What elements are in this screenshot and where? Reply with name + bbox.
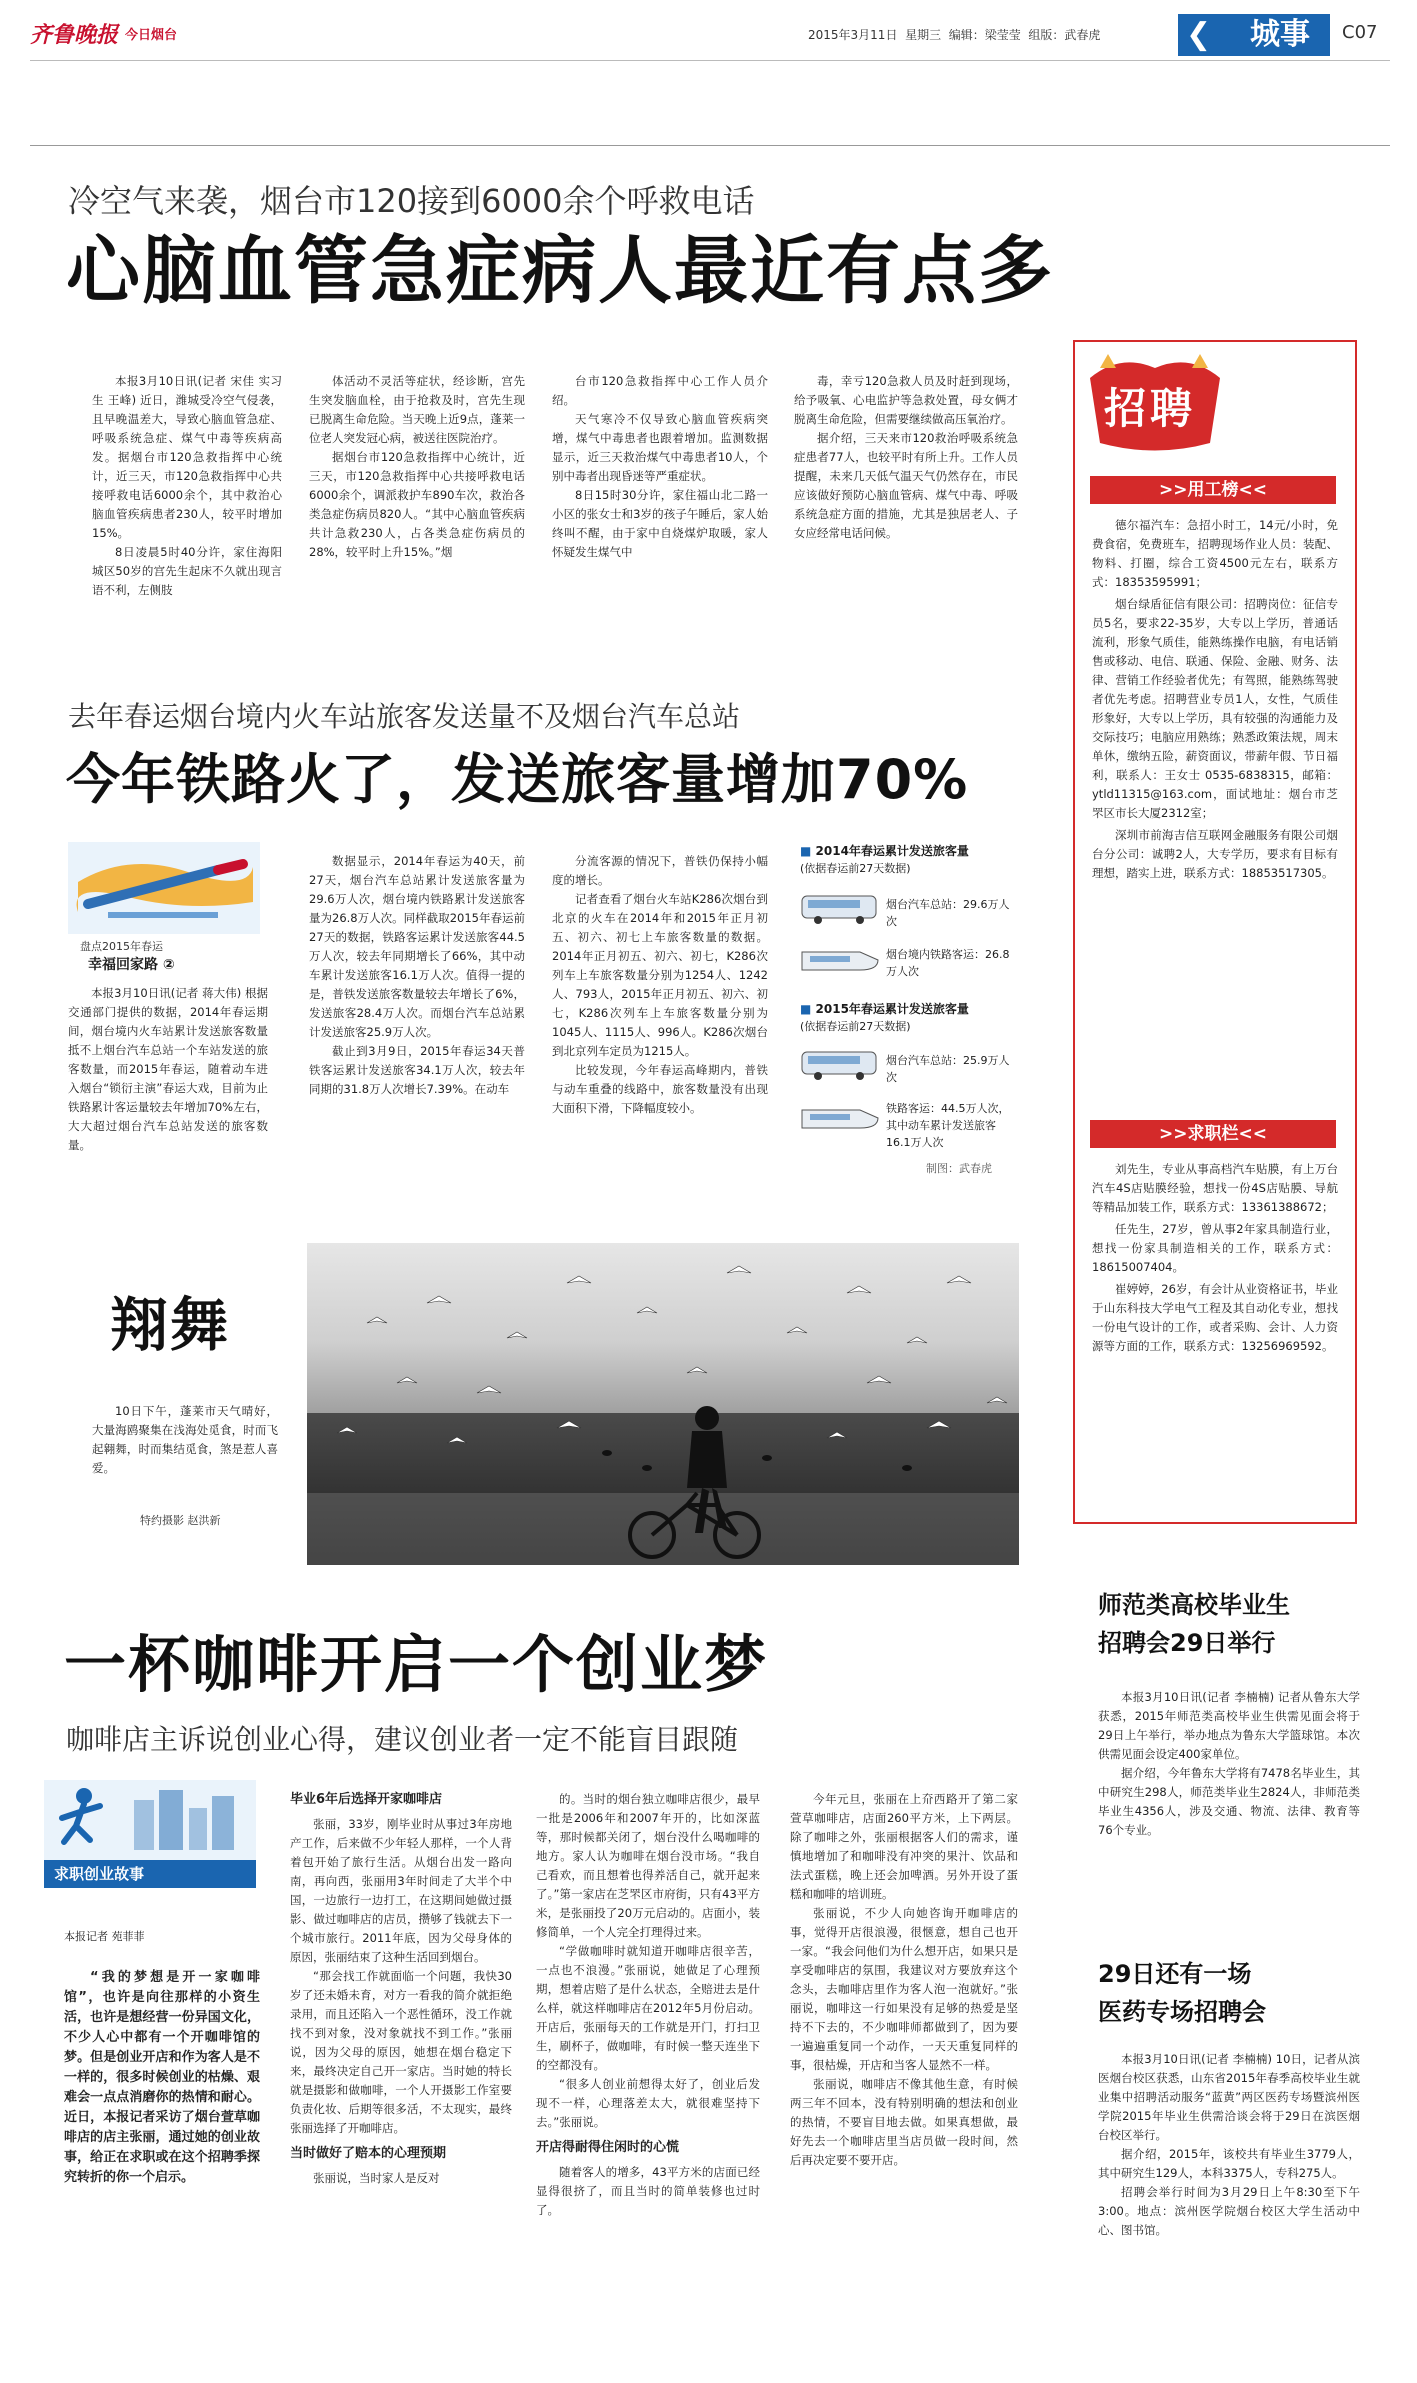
paragraph: “学做咖啡时就知道开咖啡店很辛苦，一点也不浪漫。”张丽说，她做足了心理预期，想着店赔了是什么状态，全赔进去是什么样，就这样咖啡店在2012年5月份启动。开店后，张丽每天的工作就是开门，打扫卫生，刷杯子，做咖啡，有时候一整天连坐下的空都没有。 xyxy=(536,1944,760,2072)
article2-column-1 xyxy=(68,984,268,1174)
article1-headline: 心脑血管急症病人最近有点多 xyxy=(66,228,1054,314)
article2-column-3 xyxy=(552,852,768,1182)
list-item: 烟台绿盾征信有限公司：招聘岗位：征信专员5名，要求22-35岁，大专以上学历，普通话流利，形象气质佳，能熟练操作电脑，有电话销售或移动、电信、联通、保险、金融、财务、法律、营销工作经验者优先；有驾照，能熟练驾驶者优先考虑。招聘营业专员1人，女性，气质佳形象好，大专以上学历，具有较强的沟通能力及交际技巧；电脑应用熟练；熟悉政策法规，周末单休，缴纳五险，薪资面议，带薪年假、节日福利，联系人：王女士 0535-6838315，邮箱：ytld11315@163.com，面试地址：烟台市芝罘区市长大厦2312室； xyxy=(1092,597,1338,820)
side-article1-body xyxy=(1098,1688,1360,1938)
paragraph: 据介绍，三天来市120救治呼吸系统急症患者77人，也较平时有所上升。工作人员提醒，未来几天低气温天气仍然存在，市民应该做好预防心脑血管病、煤气中毒、呼吸系统急症方面的措施，尤其是独居老人、子女应经常电话问候。 xyxy=(794,431,1018,540)
paragraph: 分流客源的情况下，普铁仍保持小幅度的增长。 xyxy=(552,854,768,887)
photo-feature-headline: 翔舞 xyxy=(110,1291,231,1359)
series-badge-title: 幸福回家路 xyxy=(88,957,158,973)
ridership-infographic xyxy=(800,842,1020,1182)
paragraph: 随着客人的增多，43平方米的店面已经显得很挤了，而且当时的简单装修也过时了。 xyxy=(536,2165,760,2217)
photo-feature-credit: 特约摄影 赵洪新 xyxy=(140,1514,221,1527)
seagull-photo xyxy=(307,1243,1019,1565)
paragraph: 毒，幸亏120急救人员及时赶到现场，给予吸氧、心电监护等急救处置，母女俩才脱离生命危险，但需要继续做高压氧治疗。 xyxy=(794,374,1018,426)
job-seek-section-header: >>求职栏<< xyxy=(1090,1120,1336,1148)
bus-icon xyxy=(800,1048,880,1086)
side-article2-body xyxy=(1098,2050,1360,2370)
series-badge-line2 xyxy=(88,954,175,974)
side-article1-headline xyxy=(1098,1586,1290,1662)
article3-subhead: 咖啡店主诉说创业心得，建议创业者一定不能盲目跟随 xyxy=(66,1723,739,1756)
paragraph: 比较发现，今年春运高峰期内，普铁与动车重叠的线路中，旅客数量没有出现大面积下滑，下降幅度较小。 xyxy=(552,1063,768,1115)
layout-credit: 组版：武春虎 xyxy=(1028,28,1101,42)
train-icon xyxy=(800,946,880,980)
list-item: 崔婷婷，26岁，有会计从业资格证书，毕业于山东科技大学电气工程及其自动化专业，想找一份电气设计的工作，或者采购、会计、人力资源等方面的工作，联系方式：13256969592。 xyxy=(1092,1282,1338,1353)
section-subhead: 当时做好了赔本的心理预期 xyxy=(290,2146,447,2161)
series-badge-line1: 盘点2015年春运 xyxy=(80,940,163,953)
dateline xyxy=(808,26,1100,43)
paragraph: 张丽说，咖啡店不像其他生意，有时候两三年不回本，没有特别明确的想法和创业的热情，不要盲目地去做。如果真想做，最好先去一个咖啡店里当店员做一段时间，然后再决定要不要开店。 xyxy=(790,2077,1018,2167)
paragraph: “那会找工作就面临一个问题，我快30岁了还未婚未育，对方一看我的简介就拒绝录用，而且还陷入一个恶性循环，没工作就找不到对象，没对象就找不到工作。”张丽说，因为父母的原因，她想在烟台稳定下来，最终决定自己开一家店。当时她的特长就是摄影和做咖啡，一个人开摄影工作室要负责化妆、后期等很多活，不太现实，最终张丽选择了开咖啡店。 xyxy=(290,1969,512,2135)
hiring-badge-text: 招聘 xyxy=(1104,384,1197,433)
paragraph: 记者查看了烟台火车站K286次烟台到北京的火车在2014年和2015年正月初五、初六、初七上车旅客数量的数据。2014年正月初五、初六、初七，K286次列车上车旅客数量分别为1254人、1242人、793人，2015年正月初五、初六、初七，K286次列车上车旅客数量分别为1045人、1115人、996人。K286次烟台到北京列车定员为1215人。 xyxy=(552,892,768,1058)
paragraph: 张丽，33岁，刚毕业时从事过3年房地产工作，后来做不少年轻人那样，一个人背着包开始了旅行生活。从烟台出发一路向南，再向西，张丽用3年时间走了大半个中国，一边旅行一边打工，在这期间她做过摄影、做过咖啡店的店员，攒够了钱就去下一个城市旅行。2011年底，因为父母身体的原因，张丽结束了这种生活回到烟台。 xyxy=(290,1817,512,1964)
header-divider xyxy=(30,145,1390,146)
employ-list xyxy=(1092,516,1338,1116)
paragraph: 8日15时30分许，家住福山北二路一小区的张女士和3岁的孩子午睡后，家人始终叫不醒，由于家中自烧煤炉取暖，家人怀疑发生煤气中 xyxy=(552,488,768,559)
paragraph: “很多人创业前想得太好了，创业后发现不一样，心理落差太大，就很难坚持下去。”张丽说。 xyxy=(536,2077,760,2129)
infographic-title-2014 xyxy=(800,842,1020,878)
weekday: 星期三 xyxy=(905,28,942,42)
page-header xyxy=(0,0,1417,62)
infographic-subtitle-2015: (依据春运前27天数据) xyxy=(800,1020,911,1033)
paragraph: 10日下午，蓬莱市天气晴好，大量海鸥聚集在浅海处觅食，时而飞起翱舞，时而集结觅食，煞是惹人喜爱。 xyxy=(92,1404,278,1475)
career-story-badge xyxy=(44,1780,256,1888)
masthead-logo: 齐鲁晚报 xyxy=(30,22,119,48)
paragraph: 本报3月10日讯(记者 李楠楠) 记者从鲁东大学获悉，2015年师范类高校毕业生供需见面会将于29日上午举行，举办地点为鲁东大学篮球馆。本次供需见面会设定400家单位。 xyxy=(1098,1690,1360,1761)
paragraph: 8日凌晨5时40分许，家住海阳城区50岁的宫先生起床不久就出现言语不利，左侧肢 xyxy=(92,545,282,597)
section-subhead: 毕业6年后选择开家咖啡店 xyxy=(290,1792,443,1807)
list-item: 德尔福汽车：急招小时工，14元/小时，免费食宿，免费班车，招聘现场作业人员：装配、物料、打圈，综合工资4500元左右，联系方式：18353595991； xyxy=(1092,518,1338,589)
paragraph: 的。当时的烟台独立咖啡店很少，最早一批是2006年和2007年开的，比如深蓝等，那时候都关闭了，烟台没什么喝咖啡的地方。家人认为咖啡在烟台没市场。“我自己看欢，而且想着也得养活自己，就开起来了。”第一家店在芝罘区市府街，只有43平方米，是张丽投了20万元启动的。店面小，装修简单，一个人完全打理得过来。 xyxy=(536,1792,760,1939)
page-number: C07 xyxy=(1342,22,1378,43)
article1-column-3 xyxy=(552,372,768,644)
paragraph: 招聘会举行时间为3月29日上午8:30至下午3:00。地点：滨州医学院烟台校区大学生活动中心、图书馆。 xyxy=(1098,2185,1360,2237)
article3-byline: 本报记者 苑菲菲 xyxy=(64,1930,145,1943)
section-logo xyxy=(1178,14,1330,56)
editor: 编辑：梁莹莹 xyxy=(948,28,1021,42)
series-badge xyxy=(68,842,260,972)
infographic-title-2015-text: 2015年春运累计发送旅客量 xyxy=(815,1002,969,1016)
article2-kicker: 去年春运烟台境内火车站旅客发送量不及烟台汽车总站 xyxy=(68,700,741,733)
infographic-subtitle-2014: (依据春运前27天数据) xyxy=(800,862,911,875)
list-item: 刘先生，专业从事高档汽车贴膜，有上万台汽车4S店贴膜经验，想找一份4S店贴膜、导航等精品加装工作，联系方式：13361388672； xyxy=(1092,1162,1338,1214)
article1-column-2 xyxy=(309,372,525,644)
paragraph: “我的梦想是开一家咖啡馆”，也许是向往那样的小资生活，也许是想经营一份异国文化，不少人心中都有一个开咖啡馆的梦。但是创业开店和作为客人是不一样的，很多时候创业的枯燥、艰难会一点点消磨你的热情和耐心。近日，本报记者采访了烟台萱草咖啡店的店主张丽，通过她的创业故事，给正在求职或在这个招聘季探究转折的你一个启示。 xyxy=(64,1970,260,2185)
paragraph: 据介绍，2015年，该校共有毕业生3779人，其中研究生129人，本科3375人，专科275人。 xyxy=(1098,2147,1360,2180)
hiring-badge xyxy=(1080,348,1230,458)
runner-icon xyxy=(44,1780,256,1860)
paragraph: 数据显示，2014年春运为40天，前27天，烟台汽车总站累计发送旅客量为29.6万人次，烟台境内铁路累计发送旅客量为26.8万人次。同样截取2015年春运前27天的数据，铁路客运累计发送旅客44.5万人次，较去年同期增长了66%，其中动车累计发送旅客16.1万人次。值得一提的是，普铁发送旅客数量较去年增长了6%，发送旅客28.4万人次。而烟台汽车总站累计发送旅客25.9万人次。 xyxy=(309,854,525,1039)
paragraph: 今年元旦，张丽在上夼西路开了第二家萱草咖啡店，店面260平方米，上下两层。除了咖啡之外，张丽根据客人们的需求，谨慎地增加了和咖啡没有冲突的果汁、饮品和法式蛋糕，晚上还会加啤酒。另外开设了蛋糕和咖啡的培训班。 xyxy=(790,1792,1018,1901)
header-rule xyxy=(30,60,1390,61)
headline-line: 师范类高校毕业生 xyxy=(1098,1591,1290,1619)
job-seek-list xyxy=(1092,1160,1338,1510)
paragraph: 截止到3月9日，2015年春运34天普铁客运累计发送旅客34.1万人次，较去年同期的31.8万人次增长7.39%。在动车 xyxy=(309,1044,525,1096)
paragraph: 张丽说，不少人向她咨询开咖啡店的事，觉得开店很浪漫，很惬意，想自己也开一家。“我会问他们为什么想开店，如果只是享受咖啡店的氛围，我建议对方要放弃这个念头，去咖啡店里作为客人泡一泡就好。”张丽说，咖啡这一行如果没有足够的热爱是坚持不下去的，不少咖啡师都做到了，因为要一遍遍重复同一个动作，一天天重复同样的事，很枯燥，开店和当客人显然不一样。 xyxy=(790,1906,1018,2072)
article1-column-1 xyxy=(92,372,282,644)
infographic-item-2014-bus: 烟台汽车总站：29.6万人次 xyxy=(886,898,1010,928)
date: 2015年3月11日 xyxy=(808,28,898,42)
paragraph: 本报3月10日讯(记者 蒋大伟) 根据交通部门提供的数据，2014年春运期间，烟台境内火车站累计发送旅客数量抵不上烟台汽车总站一个车站发送的旅客数量，而2015年春运，随着动车进入烟台“锁衍主演”春运大戏，目前为止铁路累计客运量较去年增加70%左右，大大超过烟台汽车总站发送的旅客数量。 xyxy=(68,986,268,1152)
paragraph: 体活动不灵活等症状，经诊断，宫先生突发脑血栓，由于抢救及时，宫先生现已脱离生命危险。当天晚上近9点，蓬莱一位老人突发冠心病，被送往医院治疗。 xyxy=(309,374,525,445)
paragraph: 台市120急救指挥中心工作人员介绍。 xyxy=(552,374,768,407)
side-article2-headline xyxy=(1098,1955,1266,2031)
headline-line: 29日还有一场 xyxy=(1098,1960,1252,1988)
bus-icon xyxy=(800,892,880,930)
list-item: 任先生，27岁，曾从事2年家具制造行业，想找一份家具制造相关的工作，联系方式：18615007404。 xyxy=(1092,1222,1338,1274)
infographic-title-2015 xyxy=(800,1000,1020,1036)
paragraph: 据介绍，今年鲁东大学将有7478名毕业生，其中研究生298人，师范类毕业生2824人，非师范类毕业生4356人，涉及交通、物流、法律、教育等76个专业。 xyxy=(1098,1766,1360,1837)
list-item: 深圳市前海吉信互联网金融服务有限公司烟台分公司：诚聘2人，大专学历，要求有目标有理想，踏实上进，联系方式：18853517305。 xyxy=(1092,828,1338,880)
paragraph: 天气寒冷不仅导致心脑血管疾病突增，煤气中毒患者也跟着增加。监测数据显示，近三天救治煤气中毒患者10人，个别中毒者出现昏迷等严重症状。 xyxy=(552,412,768,483)
article1-kicker: 冷空气来袭，烟台市120接到6000余个呼救电话 xyxy=(68,182,755,220)
article3-column-3 xyxy=(790,1790,1018,2380)
infographic-item-2015-bus: 烟台汽车总站：25.9万人次 xyxy=(886,1054,1010,1084)
paragraph: 本报3月10日讯(记者 李楠楠) 10日，记者从滨医烟台校区获悉，山东省2015年春季高校毕业生就业集中招聘活动服务“蓝黄”两区医药专场暨滨州医学院2015年毕业生供需洽谈会将于29日在滨医烟台校区举行。 xyxy=(1098,2052,1360,2142)
train-map-icon xyxy=(68,842,260,934)
paragraph: 本报3月10日讯(记者 宋佳 实习生 王峰) 近日，潍城受冷空气侵袭，且早晚温差大，导致心脑血管急症、呼吸系统急症、煤气中毒等疾病高发。据烟台市120急救指挥中心统计，近三天，市120急救指挥中心共接呼救电话6000余个，其中救治心脑血管疾病患者230人，较平时增加15%。 xyxy=(92,374,282,540)
train-icon xyxy=(800,1104,880,1138)
paragraph: 张丽说，当时家人是反对 xyxy=(313,2171,440,2185)
infographic-item-2014-rail: 烟台境内铁路客运：26.8万人次 xyxy=(886,948,1010,978)
infographic-credit: 制图：武春虎 xyxy=(926,1162,992,1175)
section-subhead: 开店得耐得住闲时的心慌 xyxy=(536,2140,680,2155)
article3-column-1 xyxy=(290,1790,512,2380)
series-badge-number: ② xyxy=(162,957,175,973)
chevron-left-icon: ❮ xyxy=(1186,17,1212,52)
headline-line: 医药专场招聘会 xyxy=(1098,1998,1266,2026)
train-icon: ■ xyxy=(800,844,812,858)
paragraph: 据烟台市120急救指挥中心统计，近三天，市120急救指挥中心共接呼救电话6000余个，调派救护车890车次，救治各类急症伤病员820人。“其中心脑血管疾病共计急救230人，占各类急症伤病员的28%，较平时上升15%。”烟 xyxy=(309,450,525,559)
section-tag: 今日烟台 xyxy=(125,28,178,43)
infographic-item-2015-rail: 铁路客运：44.5万人次，其中动车累计发送旅客16.1万人次 xyxy=(886,1102,1010,1149)
career-story-badge-label: 求职创业故事 xyxy=(44,1860,256,1888)
article2-column-2 xyxy=(309,852,525,1182)
article2-headline: 今年铁路火了，发送旅客量增加70% xyxy=(66,748,969,811)
photo-feature-caption xyxy=(92,1402,278,1482)
article3-lead xyxy=(64,1968,260,2358)
article1-column-4 xyxy=(794,372,1018,644)
headline-line: 招聘会29日举行 xyxy=(1098,1629,1276,1657)
article3-column-2 xyxy=(536,1790,760,2380)
train-icon: ■ xyxy=(800,1002,812,1016)
section-logo-text: 城事 xyxy=(1250,17,1310,52)
employ-section-header: >>用工榜<< xyxy=(1090,476,1336,504)
infographic-title-2014-text: 2014年春运累计发送旅客量 xyxy=(815,844,969,858)
article3-headline: 一杯咖啡开启一个创业梦 xyxy=(64,1628,769,1701)
